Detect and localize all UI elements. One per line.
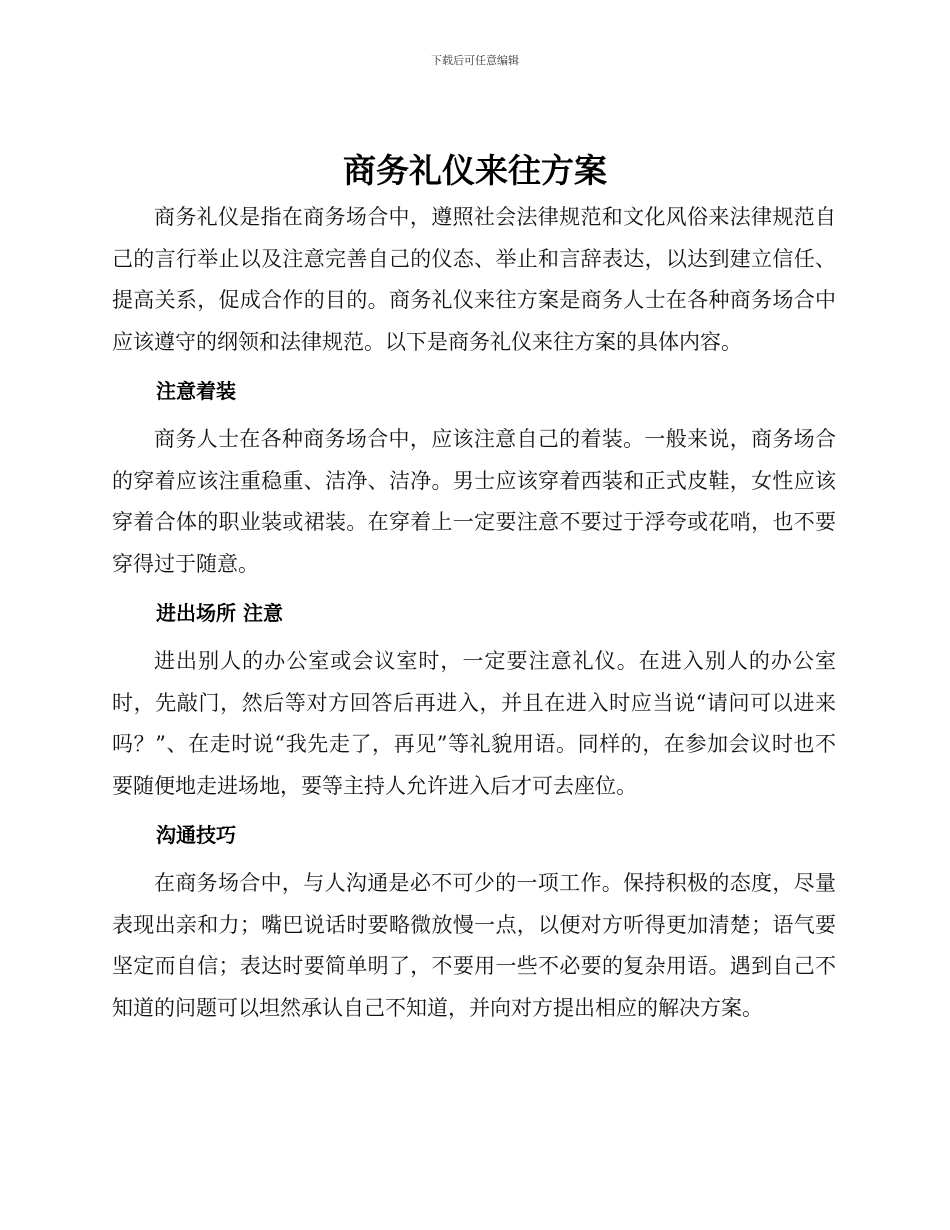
section-paragraph-entering-venues: 进出别人的办公室或会议室时，一定要注意礼仪。在进入别人的办公室时，先敲门，然后等对方回答后再进入，并且在进入时应当说“请问可以进来吗？”、在走时说“我先走了，再见”等礼貌用语。同样的，在参加会议时也不要随便地走进场地，要等主持人允许进入后才可去座位。 <box>112 649 836 798</box>
section-paragraph-attire: 商务人士在各种商务场合中，应该注意自己的着装。一般来说，商务场合的穿着应该注重稳重、洁净、洁净。男士应该穿着西装和正式皮鞋，女性应该穿着合体的职业装或裙装。在穿着上一定要注意不要过于浮夸或花哨，也不要穿得过于随意。 <box>112 427 836 576</box>
intro-paragraph: 商务礼仪是指在商务场合中，遵照社会法律规范和文化风俗来法律规范自己的言行举止以及注意完善自己的仪态、举止和言辞表达，以达到建立信任、提高关系，促成合作的目的。商务礼仪来往方案是商务人士在各种商务场合中应该遵守的纲领和法律规范。以下是商务礼仪来往方案的具体内容。 <box>112 205 836 354</box>
page-header-note: 下载后可任意编辑 <box>431 54 519 67</box>
section-heading-entering-venues: 进出场所 注意 <box>156 601 283 625</box>
document-body <box>112 197 836 1029</box>
section-paragraph-communication: 在商务场合中，与人沟通是必不可少的一项工作。保持积极的态度，尽量表现出亲和力；嘴巴说话时要略微放慢一点，以便对方听得更加清楚；语气要坚定而自信；表达时要简单明了，不要用一些不必要的复杂用语。遇到自己不知道的问题可以坦然承认自己不知道，并向对方提出相应的解决方案。 <box>112 871 836 1020</box>
section-heading-communication: 沟通技巧 <box>156 823 236 847</box>
document-title: 商务礼仪来往方案 <box>343 151 607 190</box>
section-heading-attire: 注意着装 <box>156 379 236 403</box>
